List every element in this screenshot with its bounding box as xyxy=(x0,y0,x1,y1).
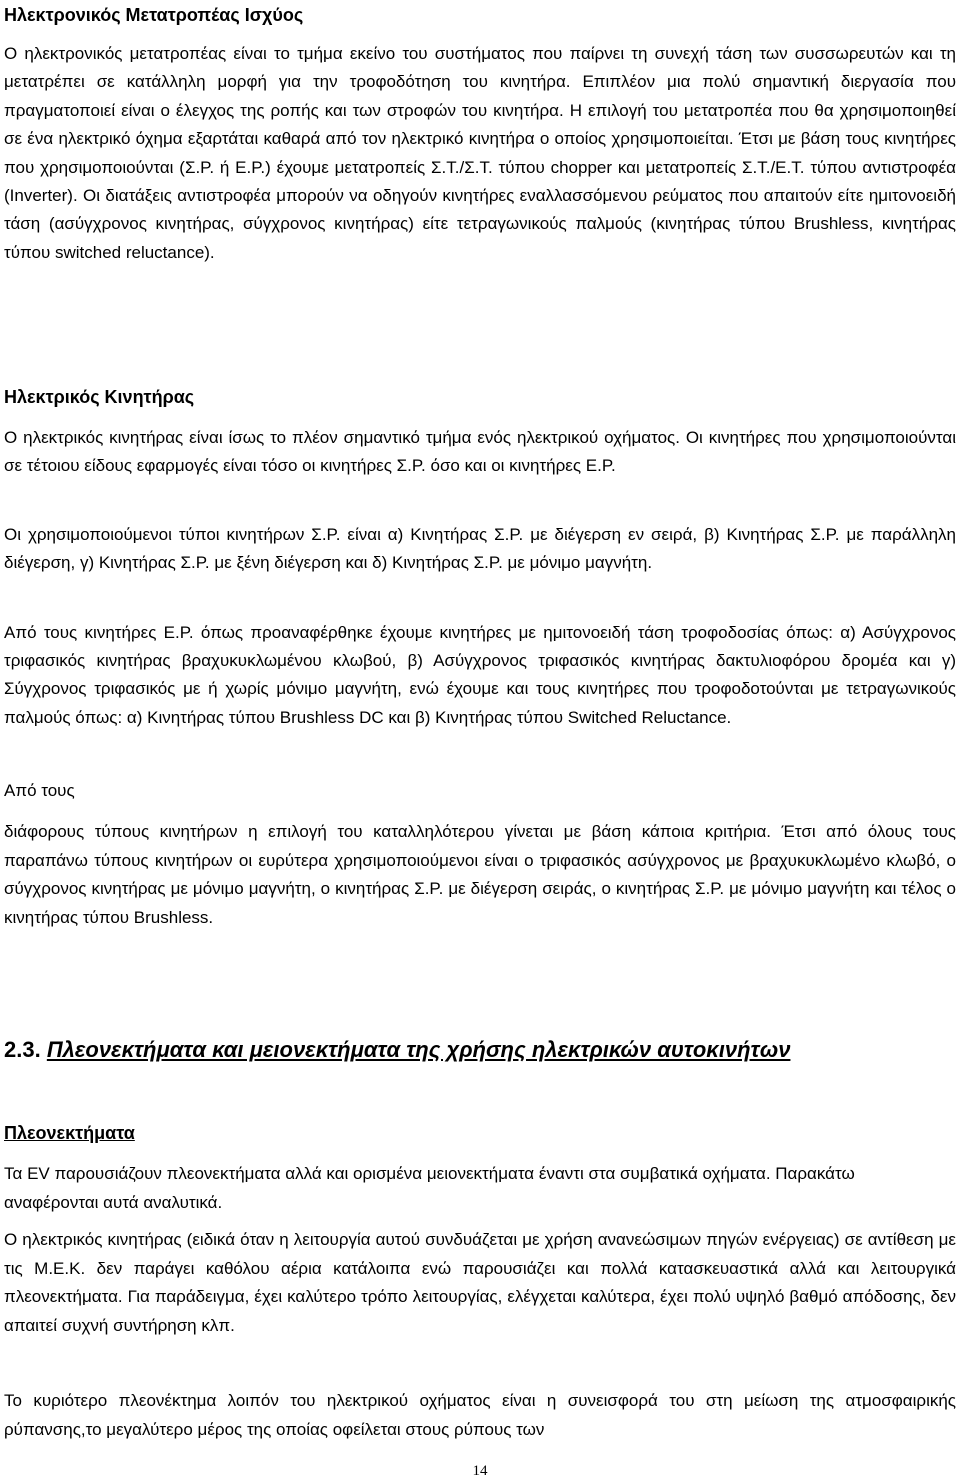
heading-power-converter: Ηλεκτρονικός Μετατροπέας Ισχύος xyxy=(4,5,304,25)
paragraph-advantages-2: Ο ηλεκτρικός κινητήρας (ειδικά όταν η λειτουργία αυτού συνδυάζεται με χρήση ανανεώσιμων πηγών ενέργειας) σε αντίθεση με τις Μ.Ε.Κ. δεν παράγει καθόλου αέρια κατάλοιπα ενώ παρουσιάζει και πολλά κατασκευαστικά αλλά και λειτουργικά πλεονεκτήματα. Για παράδειγμα, έχει καλύτερο τρόπο λειτουργίας, ελέγχεται καλύτερα, έχει πολύ υψηλό βαθμό απόδοσης, δεν απαιτεί συχνή συντήρηση κλπ. xyxy=(4,1230,956,1335)
heading-advantages: Πλεονεκτήματα xyxy=(4,1123,135,1143)
section-number: 2.3. xyxy=(4,1037,41,1062)
paragraph-advantages-3: Το κυριότερο πλεονέκτημα λοιπόν του ηλεκτρικού οχήματος είναι η συνεισφορά του στη μείωση της ατμοσφαιρικής ρύπανσης,το μεγαλύτερο μέρος της οποίας οφείλεται στους ρύπους των xyxy=(4,1391,956,1439)
paragraph-motor-4: Από τους xyxy=(4,781,75,800)
paragraph-motor-1: Ο ηλεκτρικός κινητήρας είναι ίσως το πλέον σημαντικό τμήμα ενός ηλεκτρικού οχήματος. Οι κινητήρες που χρησιμοποιούνται σε τέτοιου είδους εφαρμογές είναι τόσο οι κινητήρες Σ.Ρ. όσο και οι κινητήρες Ε.Ρ. xyxy=(4,428,956,475)
paragraph-motor-5: διάφορους τύπους κινητήρων η επιλογή του καταλληλότερου γίνεται με βάση κάποια κριτήρια. Έτσι από όλους τους παραπάνω τύπους κινητήρων οι ευρύτερα χρησιμοποιούμενοι είναι ο τριφασικός ασύγχρονος με βραχυκυκλωμένο κλωβό, ο σύγχρονος κινητήρας με μόνιμο μαγνήτη, ο κινητήρας Σ.Ρ. με διέγερση σειράς, ο κινητήρας Σ.Ρ. με μόνιμο μαγνήτη και τέλος ο κινητήρας τύπου Brushless. xyxy=(4,822,956,927)
paragraph-converter: Ο ηλεκτρονικός μετατροπέας είναι το τμήμα εκείνο του συστήματος που παίρνει τη συνεχή τάση των συσσωρευτών και τη μετατρέπει σε κατάλληλη μορφή για την τροφοδότηση του κινητήρα. Επιπλέον μια πολύ σημαντική διεργασία που πραγματοποιεί είναι ο έλεγχος της ροπής και των στροφών του κινητήρα. Η επιλογή του μετατροπέα που θα χρησιμοποιηθεί σε ένα ηλεκτρικό όχημα εξαρτάται καθαρά από τον ηλεκτρικό κινητήρα ο οποίος χρησιμοποιείται. Έτσι με βάση τους κινητήρες που χρησιμοποιούνται (Σ.Ρ. ή Ε.Ρ.) έχουμε μετατροπείς Σ.Τ./Σ.Τ. τύπου chopper και μετατροπείς Σ.Τ./Ε.Τ. τύπου αντιστροφέα (Inverter). Οι διατάξεις αντιστροφέα μπορούν να οδηγούν κινητήρες εναλλασσόμενου ρεύματος που απαιτούν είτε ημιτονοειδή τάση (ασύγχρονος κινητήρας, σύγχρονος κινητήρας) είτε τετραγωνικούς παλμούς (κινητήρας τύπου Brushless, κινητήρας τύπου switched reluctance). xyxy=(4,44,956,262)
paragraph-motor-3: Από τους κινητήρες Ε.Ρ. όπως προαναφέρθηκε έχουμε κινητήρες με ημιτονοειδή τάση τροφοδοσίας όπως: α) Ασύγχρονος τριφασικός κινητήρας βραχυκυκλωμένου κλωβού, β) Ασύγχρονος τριφασικός κινητήρας δακτυλιοφόρου δρομέα και γ) Σύγχρονος τριφασικός με ή χωρίς μόνιμο μαγνήτη, ενώ έχουμε και τους κινητήρες που τροφοδοτούνται με τετραγωνικούς παλμούς όπως: α) Κινητήρας τύπου Brushless DC και β) Κινητήρας τύπου Switched Reluctance. xyxy=(4,623,956,727)
section-title-text: Πλεονεκτήματα και μειονεκτήματα της χρήσης ηλεκτρικών αυτοκινήτων xyxy=(46,1037,791,1062)
section-2-3-title xyxy=(4,1035,790,1065)
page-number: 14 xyxy=(472,1463,488,1479)
paragraph-motor-2: Οι χρησιμοποιούμενοι τύποι κινητήρων Σ.Ρ. είναι α) Κινητήρας Σ.Ρ. με διέγερση εν σειρά, β) Κινητήρας Σ.Ρ. με παράλληλη διέγερση, γ) Κινητήρας Σ.Ρ. με ξένη διέγερση και δ) Κινητήρας Σ.Ρ. με μόνιμο μαγνήτη. xyxy=(4,525,956,572)
paragraph-advantages-1: Τα EV παρουσιάζουν πλεονεκτήματα αλλά και ορισμένα μειονεκτήματα έναντι στα συμβατικά οχήματα. Παρακάτω αναφέρονται αυτά αναλυτικά. xyxy=(4,1164,855,1212)
heading-electric-motor: Ηλεκτρικός Κινητήρας xyxy=(4,387,195,407)
